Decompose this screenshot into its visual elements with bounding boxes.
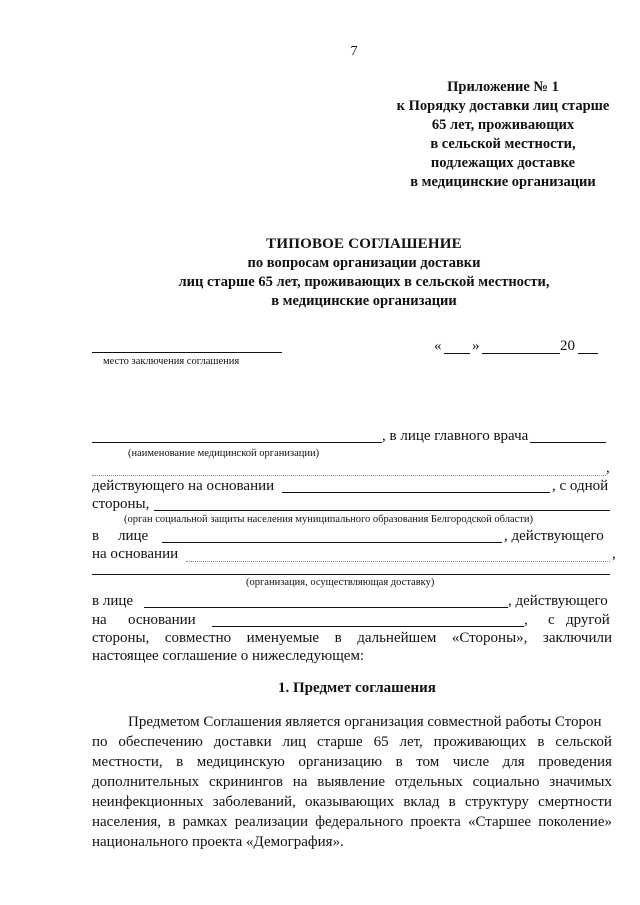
basis-blank — [282, 492, 550, 493]
paragraph-line: населения, в рамках реализации федерального проекта «Старшее поколение» — [92, 814, 612, 830]
paragraph-line: национального проекта «Демография». — [92, 834, 344, 850]
delivery-org-blank — [92, 574, 610, 575]
person-word: лице — [118, 528, 149, 544]
person-blank — [162, 542, 502, 543]
one-side-text: , с одной — [552, 478, 609, 494]
paragraph-line: неинфекционных заболеваний, оказывающих вклад в структуру смертности — [92, 794, 612, 810]
paragraph-line: дополнительных скринингов на выявление отдельных социально значимых — [92, 774, 612, 790]
date-day-blank — [444, 353, 470, 354]
jointly-word: совместно — [164, 630, 232, 646]
appendix-line: 65 лет, проживающих — [431, 117, 575, 133]
date-year-prefix: 20 — [560, 338, 575, 354]
jointly-word: именуемые — [246, 630, 320, 646]
basis-text: на основании — [92, 546, 179, 562]
med-org-blank — [92, 442, 382, 443]
osnovanii-word: основании — [128, 612, 196, 628]
jointly-word: дальнейшем — [357, 630, 437, 646]
basis-blank-2 — [186, 561, 610, 562]
jointly-line — [92, 630, 612, 647]
appendix-line: в медицинские организации — [410, 174, 596, 190]
page-number: 7 — [350, 44, 358, 59]
date-year-blank — [578, 353, 598, 354]
acting-basis-text: действующего на основании — [92, 478, 275, 494]
comma-text-2: , — [612, 546, 616, 562]
jointly-word: «Стороны», — [451, 630, 528, 646]
jointly-word: стороны, — [92, 630, 150, 646]
appendix-line: к Порядку доставки лиц старше — [396, 98, 610, 114]
acting-text: , действующего — [504, 528, 604, 544]
concluded-text: настоящее соглашение о нижеследующем: — [92, 648, 365, 664]
blank-line — [92, 475, 606, 476]
appendix-line: Приложение № 1 — [447, 79, 559, 95]
in-word: в — [92, 528, 100, 544]
s-word: с — [548, 612, 555, 628]
title-line: по вопросам организации доставки — [247, 255, 481, 271]
date-close-quote: » — [472, 338, 480, 354]
place-caption: место заключения соглашения — [103, 356, 240, 367]
date-open-quote: « — [434, 338, 442, 354]
side-word: стороны, — [92, 496, 150, 512]
paragraph-line: по обеспечению доставки лиц старше 65 лет, проживающих в сельской — [92, 734, 612, 750]
med-org-caption: (наименование медицинской организации) — [128, 448, 320, 459]
title-main: ТИПОВОЕ СОГЛАШЕНИЕ — [266, 236, 462, 252]
appendix-block — [388, 78, 618, 192]
date-month-blank — [482, 353, 560, 354]
place-blank — [92, 352, 282, 353]
appendix-line: в сельской местности, — [430, 136, 576, 152]
head-doctor-blank — [530, 442, 606, 443]
delivery-org-caption: (организация, осуществляющая доставку) — [246, 577, 435, 588]
in-person-blank — [144, 607, 508, 608]
other-word: другой — [566, 612, 610, 628]
jointly-word: в — [334, 630, 342, 646]
comma-text: , — [606, 460, 610, 476]
title-line: лиц старше 65 лет, проживающих в сельской местности, — [178, 274, 550, 290]
section-paragraph — [92, 712, 612, 852]
acting-text-2: , действующего — [508, 593, 608, 609]
social-org-blank — [154, 510, 610, 511]
head-doctor-text: , в лице главного врача — [382, 428, 529, 444]
jointly-word: заключили — [542, 630, 612, 646]
document-title — [90, 235, 638, 311]
social-org-caption: (орган социальной защиты населения муниципального образования Белгородской области) — [124, 514, 534, 525]
appendix-line: подлежащих доставке — [430, 155, 576, 171]
paragraph-line: местности, в медицинскую организацию в том числе для проведения — [92, 754, 612, 770]
section-heading: 1. Предмет соглашения — [278, 680, 436, 696]
paragraph-line: Предметом Соглашения является организация совместной работы Сторон — [128, 714, 602, 730]
in-person-text: в лице — [92, 593, 134, 609]
osnovanii-blank — [212, 626, 524, 627]
title-line: в медицинские организации — [271, 293, 457, 309]
other-comma: , — [524, 612, 528, 628]
na-word: на — [92, 612, 107, 628]
